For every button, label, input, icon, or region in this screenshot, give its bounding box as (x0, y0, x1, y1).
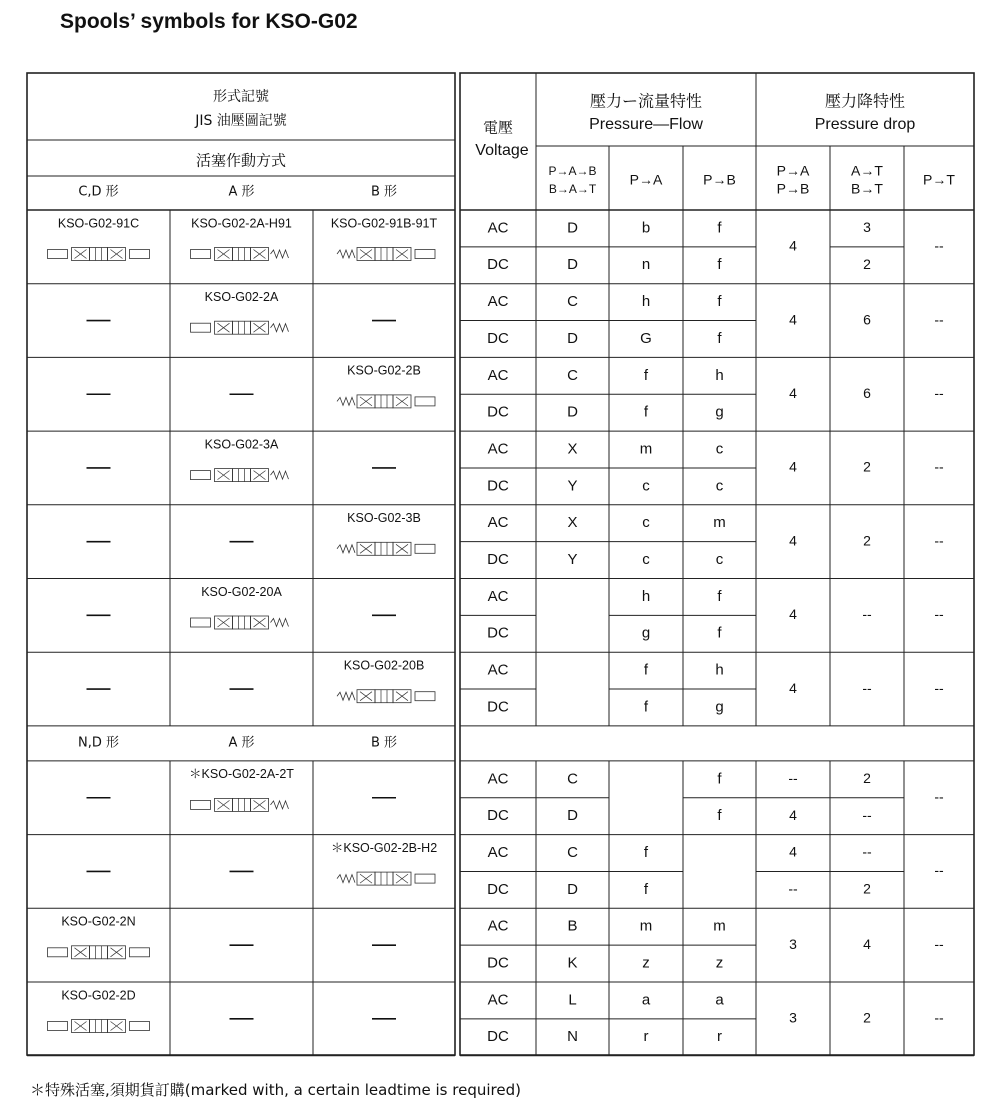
sub-pa: P→A (629, 171, 663, 188)
pa-cell: m (639, 917, 653, 935)
spool-symbol-icon (337, 872, 435, 885)
header-type-code: 形式記號 (213, 89, 269, 105)
pt-cell: -- (934, 606, 944, 623)
papb-cell: 4 (789, 384, 797, 401)
atbt-cell: 2 (863, 532, 871, 549)
cycle-cell: D (567, 329, 578, 347)
spool-symbol-icon (191, 469, 289, 482)
pt-cell: -- (934, 384, 944, 401)
header-pressure-drop-zh: 壓力降特性 (824, 91, 906, 111)
spool-symbol-icon (337, 395, 435, 408)
cycle-cell: K (567, 954, 578, 972)
col-group-upper-1: A 形 (228, 184, 255, 200)
pb-cell: f (717, 624, 722, 642)
pa-cell: f (643, 403, 649, 421)
atbt-cell: 6 (863, 311, 871, 328)
papb-cell: 4 (789, 806, 797, 823)
pa-cell: r (643, 1028, 649, 1046)
pt-cell: -- (934, 237, 944, 254)
cycle-cell: X (567, 440, 578, 458)
pa-cell: f (643, 843, 649, 861)
pa-cell: f (643, 366, 649, 384)
model-label-a: KSO-G02-2A (204, 289, 279, 304)
pb-cell: m (713, 514, 726, 532)
cycle-cell: D (567, 219, 578, 237)
pa-cell: h (641, 587, 651, 605)
model-label-b: ＊KSO-G02-2B-H2 (330, 840, 438, 855)
pt-cell: -- (934, 1009, 944, 1026)
voltage-cell: DC (487, 880, 509, 898)
header-pressure-flow-zh: 壓力ー流量特性 (589, 91, 703, 111)
voltage-cell: AC (487, 366, 509, 384)
col-group-lower-0: N,D 形 (78, 735, 119, 751)
atbt-cell: 6 (863, 384, 871, 401)
pa-cell: b (641, 219, 651, 237)
model-label-cd: KSO-G02-91C (57, 216, 140, 231)
pa-cell: f (643, 880, 649, 898)
model-label-b: KSO-G02-3B (347, 511, 421, 526)
sub-cycle-bottom: B→A→T (548, 182, 597, 197)
pa-cell: h (641, 293, 651, 311)
sub-atbt-bottom: B→T (851, 180, 883, 197)
pb-cell: c (715, 551, 724, 569)
pb-cell: f (717, 807, 722, 825)
atbt-cell: -- (862, 679, 872, 696)
header-voltage-zh: 電壓 (482, 118, 514, 137)
model-label-a: KSO-G02-3A (204, 437, 279, 452)
sub-cycle-top: P→A→B (548, 164, 597, 179)
papb-cell: -- (788, 880, 798, 897)
atbt-cell: -- (862, 806, 872, 823)
cycle-cell: Y (567, 477, 578, 495)
pt-cell: -- (934, 788, 944, 805)
pb-cell: c (715, 477, 724, 495)
cycle-cell: B (567, 917, 578, 935)
voltage-cell: AC (487, 843, 509, 861)
spool-symbol-icon (191, 616, 289, 629)
cycle-cell: X (567, 514, 578, 532)
header-actuation-method: 活塞作動方式 (195, 151, 287, 170)
pt-cell: -- (934, 532, 944, 549)
model-label-a: ＊KSO-G02-2A-2T (189, 767, 294, 782)
atbt-cell: -- (862, 606, 872, 623)
spool-symbol-icon (48, 1020, 150, 1033)
model-label-b: KSO-G02-2B (347, 363, 421, 378)
papb-cell: 4 (789, 237, 797, 254)
spool-symbol-icon (337, 248, 435, 261)
cycle-cell: D (567, 807, 578, 825)
pt-cell: -- (934, 458, 944, 475)
voltage-cell: AC (487, 293, 509, 311)
model-label-cd: KSO-G02-2N (61, 914, 136, 929)
cycle-cell: C (567, 843, 578, 861)
papb-cell: 4 (789, 606, 797, 623)
col-group-lower-1: A 形 (228, 735, 255, 751)
header-jis-symbol: JIS 油壓圖記號 (195, 113, 287, 129)
model-label-a: KSO-G02-20A (201, 584, 282, 599)
pa-cell: g (641, 624, 651, 642)
voltage-cell: DC (487, 807, 509, 825)
voltage-cell: DC (487, 403, 509, 421)
pt-cell: -- (934, 679, 944, 696)
cycle-cell: C (567, 770, 578, 788)
voltage-cell: DC (487, 551, 509, 569)
sub-pb: P→B (703, 171, 736, 188)
cycle-cell: L (568, 991, 577, 1009)
voltage-cell: AC (487, 991, 509, 1009)
voltage-cell: AC (487, 661, 509, 679)
voltage-cell: AC (487, 770, 509, 788)
voltage-cell: DC (487, 624, 509, 642)
spool-symbol-icon (48, 946, 150, 959)
pa-cell: f (643, 698, 649, 716)
model-label-a: KSO-G02-2A-H91 (191, 216, 292, 231)
pb-cell: f (717, 770, 722, 788)
pb-cell: g (715, 698, 724, 716)
voltage-cell: AC (487, 514, 509, 532)
voltage-cell: AC (487, 587, 509, 605)
papb-cell: 3 (789, 935, 797, 952)
pb-cell: f (717, 329, 722, 347)
pt-cell: -- (934, 311, 944, 328)
spool-symbol-icon (191, 798, 289, 811)
papb-cell: 3 (789, 1009, 797, 1026)
model-label-b: KSO-G02-91B-91T (330, 216, 438, 231)
cycle-cell: Y (567, 551, 578, 569)
sub-papb-bottom: P→B (776, 180, 810, 197)
pb-cell: f (717, 219, 722, 237)
pb-cell: f (717, 293, 722, 311)
pa-cell: z (642, 954, 650, 972)
sub-pt: P→T (923, 171, 955, 188)
atbt-cell: 2 (863, 458, 871, 475)
sub-papb-top: P→A (776, 162, 810, 179)
atbt-cell: 2 (863, 770, 871, 787)
sub-atbt-top: A→T (851, 162, 883, 179)
atbt-cell: -- (862, 843, 872, 860)
voltage-cell: DC (487, 698, 509, 716)
pa-cell: c (642, 477, 650, 495)
voltage-cell: AC (487, 917, 509, 935)
voltage-cell: AC (487, 219, 509, 237)
pa-cell: f (643, 661, 649, 679)
atbt-cell: 2 (863, 880, 871, 897)
voltage-cell: DC (487, 954, 509, 972)
atbt-cell: 2 (863, 255, 871, 272)
atbt-cell: 2 (863, 1009, 871, 1026)
spool-symbol-icon (337, 542, 435, 555)
header-voltage-en: Voltage (475, 142, 529, 160)
col-group-upper-2: B 形 (370, 184, 398, 200)
footnote: ＊特殊活塞,須期貨訂購(marked with, a certain leadtime is required) (30, 1081, 521, 1099)
col-group-lower-2: B 形 (370, 735, 398, 751)
atbt-cell: 4 (863, 935, 871, 952)
voltage-cell: DC (487, 256, 509, 274)
model-label-cd: KSO-G02-2D (61, 988, 136, 1003)
pb-cell: h (715, 661, 724, 679)
pb-cell: c (715, 440, 724, 458)
pa-cell: c (642, 551, 650, 569)
pa-cell: G (640, 329, 652, 347)
pb-cell: r (717, 1028, 722, 1046)
spool-symbol-icon (191, 321, 289, 334)
atbt-cell: 3 (863, 219, 871, 236)
pb-cell: a (715, 991, 724, 1009)
cycle-cell: C (567, 293, 578, 311)
pb-cell: f (717, 587, 722, 605)
papb-cell: 4 (789, 311, 797, 328)
spool-symbol-icon (337, 690, 435, 703)
pt-cell: -- (934, 935, 944, 952)
header-pressure-flow-en: Pressure—Flow (589, 116, 703, 134)
papb-cell: 4 (789, 532, 797, 549)
pb-cell: h (715, 366, 724, 384)
pa-cell: n (641, 256, 651, 274)
voltage-cell: AC (487, 440, 509, 458)
cycle-cell: D (567, 403, 578, 421)
pa-cell: a (641, 991, 651, 1009)
pb-cell: m (713, 917, 726, 935)
cycle-cell: D (567, 880, 578, 898)
papb-cell: -- (788, 770, 798, 787)
spool-symbol-icon (48, 248, 150, 261)
model-label-b: KSO-G02-20B (343, 658, 425, 673)
voltage-cell: DC (487, 477, 509, 495)
pt-cell: -- (934, 862, 944, 879)
voltage-cell: DC (487, 1028, 509, 1046)
pb-cell: g (715, 403, 724, 421)
pb-cell: z (715, 954, 724, 972)
papb-cell: 4 (789, 458, 797, 475)
papb-cell: 4 (789, 679, 797, 696)
voltage-cell: DC (487, 329, 509, 347)
page-title: Spools’ symbols for KSO-G02 (60, 10, 358, 33)
cycle-cell: D (567, 256, 578, 274)
pb-cell: f (717, 256, 722, 274)
papb-cell: 4 (789, 843, 797, 860)
spool-symbol-icon (191, 248, 289, 261)
header-pressure-drop-en: Pressure drop (814, 116, 916, 134)
cycle-cell: C (567, 366, 578, 384)
cycle-cell: N (567, 1028, 578, 1046)
pa-cell: c (642, 514, 650, 532)
col-group-upper-0: C,D 形 (78, 184, 119, 200)
pa-cell: m (639, 440, 653, 458)
